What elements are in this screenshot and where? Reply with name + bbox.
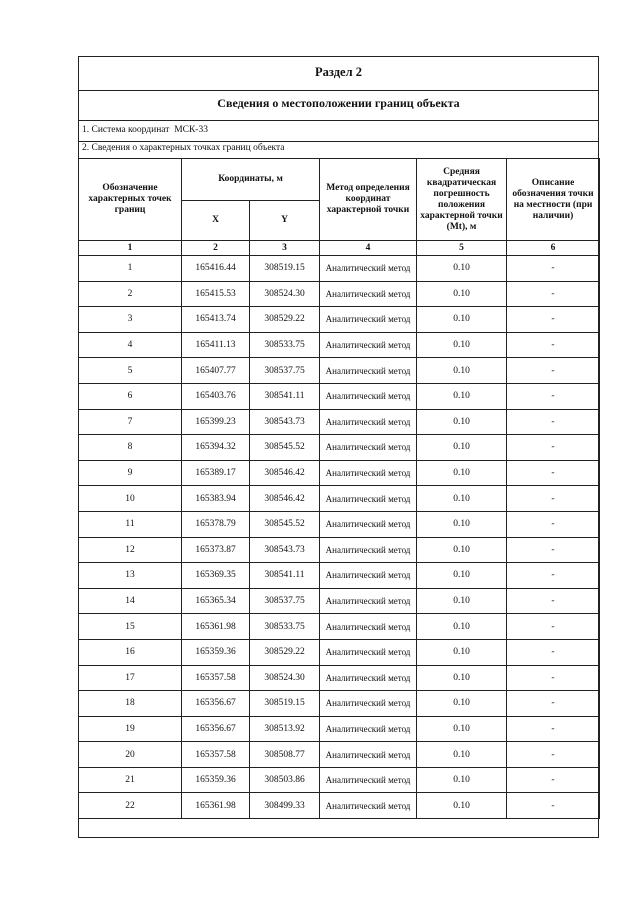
- point-number: 13: [79, 563, 182, 589]
- coord-x: 165357.58: [182, 742, 250, 768]
- error-value: 0.10: [417, 435, 507, 461]
- table-row: [79, 307, 600, 333]
- description-cell: -: [507, 409, 600, 435]
- description-cell: -: [507, 563, 600, 589]
- point-number: 7: [79, 409, 182, 435]
- coord-x: 165361.98: [182, 793, 250, 819]
- coord-x: 165411.13: [182, 332, 250, 358]
- method-cell: Аналитический метод: [320, 307, 417, 333]
- coord-y: 308545.52: [250, 435, 320, 461]
- description-cell: -: [507, 793, 600, 819]
- coord-y: 308537.75: [250, 588, 320, 614]
- table-row: [79, 563, 600, 589]
- header-x: X: [182, 201, 250, 241]
- coord-x: 165356.67: [182, 691, 250, 717]
- point-number: 5: [79, 358, 182, 384]
- point-number: 15: [79, 614, 182, 640]
- description-cell: -: [507, 256, 600, 282]
- description-cell: -: [507, 665, 600, 691]
- method-cell: Аналитический метод: [320, 691, 417, 717]
- error-value: 0.10: [417, 486, 507, 512]
- coord-y: 308545.52: [250, 511, 320, 537]
- error-value: 0.10: [417, 383, 507, 409]
- points-table: [78, 158, 600, 819]
- error-value: 0.10: [417, 537, 507, 563]
- error-value: 0.10: [417, 281, 507, 307]
- point-number: 1: [79, 256, 182, 282]
- column-number: 5: [417, 241, 507, 256]
- coord-y: 308546.42: [250, 460, 320, 486]
- point-number: 19: [79, 716, 182, 742]
- error-value: 0.10: [417, 614, 507, 640]
- error-value: 0.10: [417, 460, 507, 486]
- coord-x: 165361.98: [182, 614, 250, 640]
- method-cell: Аналитический метод: [320, 716, 417, 742]
- method-cell: Аналитический метод: [320, 537, 417, 563]
- point-number: 3: [79, 307, 182, 333]
- coord-system-value: МСК-33: [174, 125, 208, 135]
- coord-x: 165383.94: [182, 486, 250, 512]
- method-cell: Аналитический метод: [320, 281, 417, 307]
- column-number: 2: [182, 241, 250, 256]
- description-cell: -: [507, 383, 600, 409]
- error-value: 0.10: [417, 563, 507, 589]
- method-cell: Аналитический метод: [320, 742, 417, 768]
- coord-y: 308508.77: [250, 742, 320, 768]
- coord-x: 165365.34: [182, 588, 250, 614]
- table-row: [79, 281, 600, 307]
- header-method: Метод определения координат характерной точки: [320, 159, 417, 241]
- error-value: 0.10: [417, 511, 507, 537]
- coord-y: 308537.75: [250, 358, 320, 384]
- page-title: Сведения о местоположении границ объекта: [217, 96, 460, 110]
- description-cell: -: [507, 767, 600, 793]
- coord-y: 308543.73: [250, 537, 320, 563]
- description-cell: -: [507, 537, 600, 563]
- coord-x: 165369.35: [182, 563, 250, 589]
- coord-x: 165399.23: [182, 409, 250, 435]
- description-cell: -: [507, 486, 600, 512]
- point-number: 12: [79, 537, 182, 563]
- table-row: [79, 639, 600, 665]
- method-cell: Аналитический метод: [320, 383, 417, 409]
- coord-y: 308533.75: [250, 332, 320, 358]
- point-number: 20: [79, 742, 182, 768]
- point-number: 2: [79, 281, 182, 307]
- error-value: 0.10: [417, 307, 507, 333]
- column-number: 1: [79, 241, 182, 256]
- error-value: 0.10: [417, 358, 507, 384]
- method-cell: Аналитический метод: [320, 511, 417, 537]
- point-number: 9: [79, 460, 182, 486]
- description-cell: -: [507, 460, 600, 486]
- error-value: 0.10: [417, 665, 507, 691]
- error-value: 0.10: [417, 639, 507, 665]
- description-cell: -: [507, 691, 600, 717]
- point-number: 17: [79, 665, 182, 691]
- description-cell: -: [507, 332, 600, 358]
- coord-x: 165359.36: [182, 639, 250, 665]
- error-value: 0.10: [417, 332, 507, 358]
- coord-x: 165359.36: [182, 767, 250, 793]
- error-value: 0.10: [417, 691, 507, 717]
- table-row: [79, 742, 600, 768]
- coord-x: 165373.87: [182, 537, 250, 563]
- description-cell: -: [507, 435, 600, 461]
- point-number: 4: [79, 332, 182, 358]
- coord-x: 165357.58: [182, 665, 250, 691]
- coord-y: 308543.73: [250, 409, 320, 435]
- coord-x: 165403.76: [182, 383, 250, 409]
- point-number: 22: [79, 793, 182, 819]
- description-cell: -: [507, 511, 600, 537]
- point-number: 21: [79, 767, 182, 793]
- coord-x: 165389.17: [182, 460, 250, 486]
- coord-y: 308541.11: [250, 563, 320, 589]
- column-number: 6: [507, 241, 600, 256]
- coord-y: 308499.33: [250, 793, 320, 819]
- coord-system-line: [82, 125, 208, 135]
- description-cell: -: [507, 639, 600, 665]
- description-cell: -: [507, 307, 600, 333]
- method-cell: Аналитический метод: [320, 563, 417, 589]
- table-row: [79, 691, 600, 717]
- description-cell: -: [507, 358, 600, 384]
- description-cell: -: [507, 281, 600, 307]
- coord-x: 165378.79: [182, 511, 250, 537]
- table-row: [79, 511, 600, 537]
- header-designation: Обозначение характерных точек границ: [79, 159, 182, 241]
- coord-y: 308529.22: [250, 639, 320, 665]
- method-cell: Аналитический метод: [320, 588, 417, 614]
- table-row: [79, 665, 600, 691]
- error-value: 0.10: [417, 767, 507, 793]
- table-row: [79, 383, 600, 409]
- column-number: 4: [320, 241, 417, 256]
- method-cell: Аналитический метод: [320, 409, 417, 435]
- method-cell: Аналитический метод: [320, 332, 417, 358]
- coord-system-label: 1. Система координат: [82, 125, 170, 135]
- coord-x: 165394.32: [182, 435, 250, 461]
- coord-y: 308513.92: [250, 716, 320, 742]
- method-cell: Аналитический метод: [320, 256, 417, 282]
- method-cell: Аналитический метод: [320, 614, 417, 640]
- header-error: Средняя квадратическая погрешность положения характерной точки (Mt), м: [417, 159, 507, 241]
- table-row: [79, 256, 600, 282]
- column-number: 3: [250, 241, 320, 256]
- method-cell: Аналитический метод: [320, 793, 417, 819]
- method-cell: Аналитический метод: [320, 767, 417, 793]
- coord-y: 308541.11: [250, 383, 320, 409]
- error-value: 0.10: [417, 793, 507, 819]
- coord-y: 308524.30: [250, 665, 320, 691]
- coord-x: 165356.67: [182, 716, 250, 742]
- table-row: [79, 358, 600, 384]
- table-row: [79, 588, 600, 614]
- point-number: 6: [79, 383, 182, 409]
- table-row: [79, 614, 600, 640]
- divider: [79, 120, 598, 121]
- coord-x: 165413.74: [182, 307, 250, 333]
- table-row: [79, 332, 600, 358]
- error-value: 0.10: [417, 409, 507, 435]
- error-value: 0.10: [417, 256, 507, 282]
- description-cell: -: [507, 742, 600, 768]
- table-row: [79, 537, 600, 563]
- coord-y: 308519.15: [250, 256, 320, 282]
- description-cell: -: [507, 716, 600, 742]
- table-row: [79, 793, 600, 819]
- method-cell: Аналитический метод: [320, 460, 417, 486]
- description-cell: -: [507, 614, 600, 640]
- header-description: Описание обозначения точки на местности (при наличии): [507, 159, 600, 241]
- table-row: [79, 767, 600, 793]
- method-cell: Аналитический метод: [320, 358, 417, 384]
- coord-x: 165416.44: [182, 256, 250, 282]
- point-number: 10: [79, 486, 182, 512]
- point-number: 16: [79, 639, 182, 665]
- method-cell: Аналитический метод: [320, 665, 417, 691]
- point-number: 8: [79, 435, 182, 461]
- table-row: [79, 409, 600, 435]
- coord-y: 308533.75: [250, 614, 320, 640]
- point-number: 14: [79, 588, 182, 614]
- point-number: 18: [79, 691, 182, 717]
- table-row: [79, 460, 600, 486]
- table-row: [79, 486, 600, 512]
- table-row: [79, 716, 600, 742]
- coord-y: 308524.30: [250, 281, 320, 307]
- coord-x: 165415.53: [182, 281, 250, 307]
- method-cell: Аналитический метод: [320, 435, 417, 461]
- divider: [79, 141, 598, 142]
- method-cell: Аналитический метод: [320, 486, 417, 512]
- coord-y: 308546.42: [250, 486, 320, 512]
- header-coordinates: Координаты, м: [182, 159, 320, 201]
- coord-x: 165407.77: [182, 358, 250, 384]
- error-value: 0.10: [417, 588, 507, 614]
- coord-y: 308529.22: [250, 307, 320, 333]
- points-label: 2. Сведения о характерных точках границ объекта: [82, 143, 285, 153]
- error-value: 0.10: [417, 716, 507, 742]
- method-cell: Аналитический метод: [320, 639, 417, 665]
- description-cell: -: [507, 588, 600, 614]
- section-title: Раздел 2: [315, 65, 362, 79]
- table-row: [79, 435, 600, 461]
- error-value: 0.10: [417, 742, 507, 768]
- point-number: 11: [79, 511, 182, 537]
- document-frame: [78, 56, 599, 838]
- coord-y: 308503.86: [250, 767, 320, 793]
- header-y: Y: [250, 201, 320, 241]
- coord-y: 308519.15: [250, 691, 320, 717]
- divider: [79, 90, 598, 91]
